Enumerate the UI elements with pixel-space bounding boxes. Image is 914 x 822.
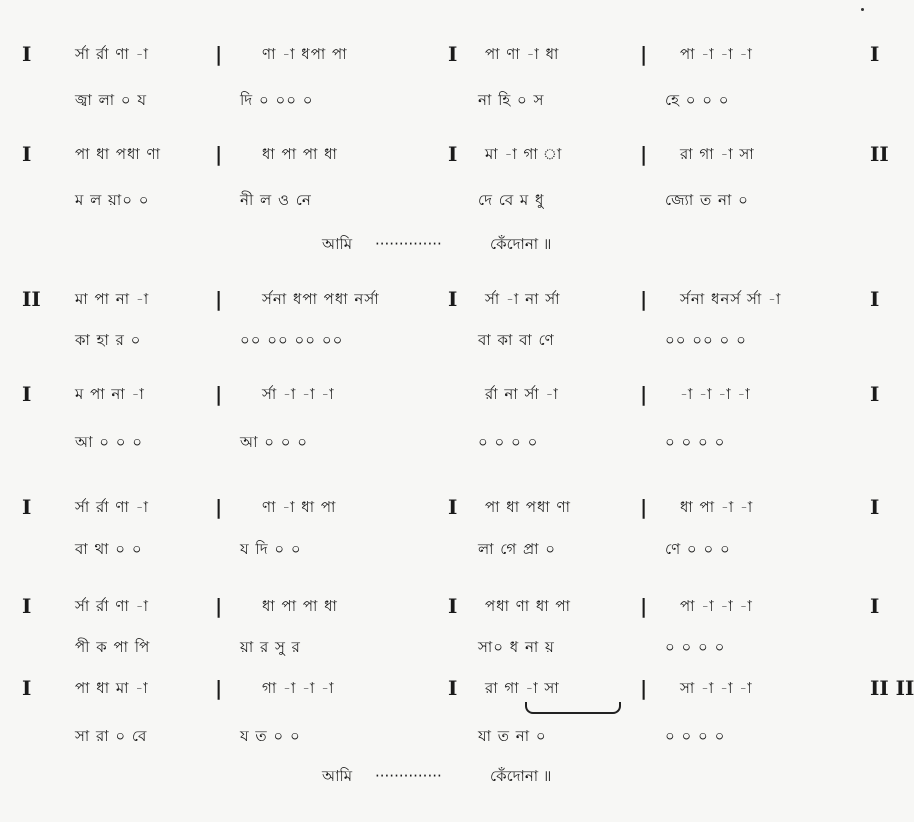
- notation-segment: ম পা না -া: [75, 385, 145, 403]
- bar-line: |: [640, 382, 648, 406]
- notation-segment: র্রা না র্সা -া: [485, 385, 559, 403]
- notation-line: [0, 40, 904, 68]
- bar-line: I: [870, 287, 880, 311]
- bar-line: I: [22, 382, 32, 406]
- lyric-segment: সা রা ০ বে: [75, 727, 148, 745]
- notation-segment: সা -া -া -া: [680, 679, 753, 697]
- bar-line: |: [640, 142, 648, 166]
- bar-line: II II: [870, 676, 914, 700]
- bar-line: I: [870, 495, 880, 519]
- lyric-segment: সা০ ধ না য়: [478, 638, 555, 656]
- notation-segment: র্সা -া না র্সা: [485, 290, 561, 308]
- lyric-segment: নী ল ও নে: [240, 191, 312, 209]
- bar-line: |: [640, 594, 648, 618]
- lyric-segment: আ ০ ০ ০: [240, 433, 309, 451]
- lyric-segment: জ্বা লা ০ য: [75, 91, 148, 109]
- lyric-segment: ০ ০ ০ ০: [665, 638, 726, 656]
- notation-segment: ধা পা পা ধা: [262, 597, 338, 615]
- lyric-line: [0, 186, 904, 214]
- lyric-segment: ০ ০ ০ ০: [478, 433, 539, 451]
- lyric-segment: ম ল য়া০ ০: [75, 191, 150, 209]
- lyric-segment: য দি ০ ০: [240, 540, 302, 558]
- refrain-segment: ··············: [375, 235, 442, 253]
- notation-segment: রা গা -া সা: [680, 145, 755, 163]
- notation-line: [0, 285, 904, 313]
- notation-segment: র্সনা ধনর্স র্সা -া: [680, 290, 782, 308]
- lyric-segment: দি ০ ০০ ০: [240, 91, 314, 109]
- notation-segment: ণা -া ধপা পা: [262, 45, 348, 63]
- refrain-segment: কেঁদোনা ॥: [490, 767, 552, 785]
- notation-segment: পা ধা মা -া: [75, 679, 149, 697]
- bar-line: I: [448, 594, 458, 618]
- refrain-line: [0, 230, 904, 258]
- bar-line: |: [640, 287, 648, 311]
- lyric-segment: বা থা ০ ০: [75, 540, 143, 558]
- lyric-line: [0, 86, 904, 114]
- bar-line: I: [22, 495, 32, 519]
- notation-segment: পা ধা পধা ণা: [485, 498, 571, 516]
- notation-line: [0, 592, 904, 620]
- lyric-segment: য়া র সু র: [240, 638, 301, 656]
- notation-segment: র্সা র্রা ণা -া: [75, 597, 149, 615]
- bar-line: |: [215, 287, 223, 311]
- lyric-segment: হে ০ ০ ০: [665, 91, 730, 109]
- page-speck: [861, 8, 864, 11]
- notation-segment: মা -া গা া: [485, 145, 563, 163]
- lyric-segment: ণে ০ ০ ০: [665, 540, 731, 558]
- lyric-segment: ০ ০ ০ ০: [665, 433, 726, 451]
- lyric-segment: ০০ ০০ ০০ ০০: [240, 331, 344, 349]
- refrain-segment: ··············: [375, 767, 442, 785]
- lyric-segment: যা ত না ০: [478, 727, 547, 745]
- bar-line: I: [448, 42, 458, 66]
- bar-line: I: [448, 142, 458, 166]
- bar-line: I: [870, 42, 880, 66]
- notation-line: [0, 380, 904, 408]
- bar-line: II: [22, 287, 41, 311]
- lyric-line: [0, 722, 904, 750]
- bar-line: I: [870, 382, 880, 406]
- notation-segment: পা -া -া -া: [680, 597, 753, 615]
- notation-segment: -া -া -া -া: [680, 385, 751, 403]
- notation-segment: রা গা -া সা: [485, 679, 560, 697]
- notation-segment: মা পা না -া: [75, 290, 150, 308]
- lyric-segment: বা কা বা ণে: [478, 331, 555, 349]
- notation-segment: ণা -া ধা পা: [262, 498, 337, 516]
- notation-segment: র্সনা ধপা পধা নর্সা: [262, 290, 380, 308]
- lyric-segment: য ত ০ ০: [240, 727, 301, 745]
- bar-line: I: [448, 495, 458, 519]
- lyric-segment: পী ক পা পি: [75, 638, 151, 656]
- bar-line: |: [215, 676, 223, 700]
- bar-line: I: [22, 42, 32, 66]
- bar-line: I: [448, 287, 458, 311]
- lyric-segment: দে বে ম ধু: [478, 191, 545, 209]
- bar-line: |: [215, 142, 223, 166]
- notation-line: [0, 674, 914, 702]
- lyric-line: [0, 535, 904, 563]
- bar-line: |: [640, 676, 648, 700]
- lyric-line: [0, 428, 904, 456]
- bar-line: I: [22, 594, 32, 618]
- refrain-segment: কেঁদোনা ॥: [490, 235, 552, 253]
- refrain-line: [0, 762, 904, 790]
- refrain-segment: আমি: [322, 235, 353, 253]
- bar-line: |: [215, 594, 223, 618]
- lyric-segment: আ ০ ০ ০: [75, 433, 144, 451]
- lyric-segment: লা গে প্রা ০: [478, 540, 557, 558]
- notation-segment: পধা ণা ধা পা: [485, 597, 571, 615]
- bar-line: |: [215, 382, 223, 406]
- lyric-segment: ০ ০ ০ ০: [665, 727, 726, 745]
- bar-line: |: [215, 42, 223, 66]
- lyric-segment: কা হা র ০: [75, 331, 142, 349]
- slur-mark: [525, 702, 621, 714]
- notation-segment: পা ণা -া ধা: [485, 45, 560, 63]
- bar-line: |: [640, 42, 648, 66]
- bar-line: II: [870, 142, 889, 166]
- lyric-line: [0, 633, 904, 661]
- lyric-segment: জ্যো ত না ০: [665, 191, 749, 209]
- notation-segment: র্সা র্রা ণা -া: [75, 45, 149, 63]
- notation-segment: ধা পা -া -া: [680, 498, 754, 516]
- bar-line: |: [215, 495, 223, 519]
- bar-line: I: [870, 594, 880, 618]
- notation-segment: ধা পা পা ধা: [262, 145, 338, 163]
- lyric-segment: ০০ ০০ ০ ০: [665, 331, 747, 349]
- lyric-line: [0, 326, 904, 354]
- notation-segment: গা -া -া -া: [262, 679, 335, 697]
- notation-segment: পা ধা পধা ণা: [75, 145, 161, 163]
- notation-line: [0, 140, 904, 168]
- lyric-segment: না হি ০ স: [478, 91, 545, 109]
- notation-segment: র্সা -া -া -া: [262, 385, 335, 403]
- bar-line: I: [22, 676, 32, 700]
- notation-segment: র্সা র্রা ণা -া: [75, 498, 149, 516]
- bar-line: I: [22, 142, 32, 166]
- bar-line: |: [640, 495, 648, 519]
- refrain-segment: আমি: [322, 767, 353, 785]
- bar-line: I: [448, 676, 458, 700]
- notation-segment: পা -া -া -া: [680, 45, 753, 63]
- notation-line: [0, 493, 904, 521]
